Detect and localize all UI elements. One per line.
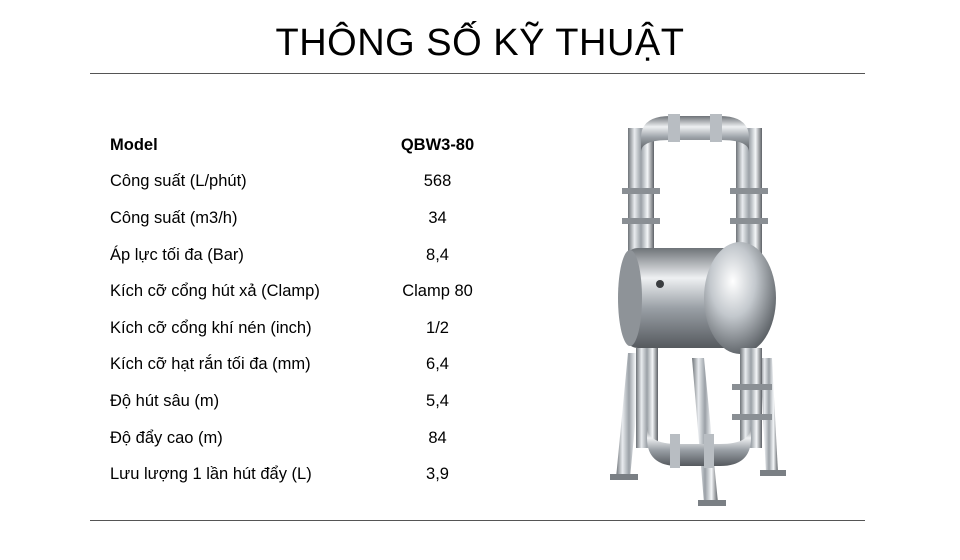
- spec-label: Kích cỡ hạt rắn tối đa (mm): [110, 355, 311, 374]
- spec-value: Clamp 80: [402, 282, 473, 301]
- spec-value: 34: [428, 208, 447, 227]
- spec-row: [110, 273, 510, 310]
- spec-value: 3,9: [426, 465, 449, 484]
- spec-value: 8,4: [426, 245, 449, 264]
- spec-row: [110, 310, 510, 347]
- spec-label: Kích cỡ cổng khí nén (inch): [110, 318, 312, 337]
- spec-label: Độ đẩy cao (m): [110, 428, 223, 447]
- spec-value: 5,4: [426, 391, 449, 410]
- spec-value: 6,4: [426, 355, 449, 374]
- spec-table: [110, 127, 510, 493]
- spec-value: QBW3-80: [400, 135, 475, 154]
- spec-row: [110, 200, 510, 237]
- spec-row: [110, 420, 510, 457]
- spec-label: Kích cỡ cổng hút xả (Clamp): [110, 282, 320, 301]
- spec-row: [110, 383, 510, 420]
- spec-label: Áp lực tối đa (Bar): [110, 245, 244, 264]
- spec-value: 1/2: [426, 318, 449, 337]
- page-title: THÔNG SỐ KỸ THUẬT: [275, 22, 685, 64]
- spec-value: 568: [423, 172, 452, 191]
- spec-label: Lưu lượng 1 lần hút đẩy (L): [110, 465, 312, 484]
- spec-label: Model: [110, 135, 158, 154]
- spec-row: [110, 347, 510, 384]
- spec-label: Độ hút sâu (m): [110, 391, 220, 410]
- spec-label: Công suất (m3/h): [110, 208, 238, 227]
- spec-row: [110, 456, 510, 493]
- spec-row: [110, 164, 510, 201]
- spec-header-row: [110, 127, 510, 164]
- top-divider: [90, 73, 865, 74]
- spec-value: 84: [428, 428, 447, 447]
- spec-row: [110, 237, 510, 274]
- pump-image: [600, 108, 810, 513]
- spec-label: Công suất (L/phút): [110, 172, 247, 191]
- bottom-divider: [90, 520, 865, 521]
